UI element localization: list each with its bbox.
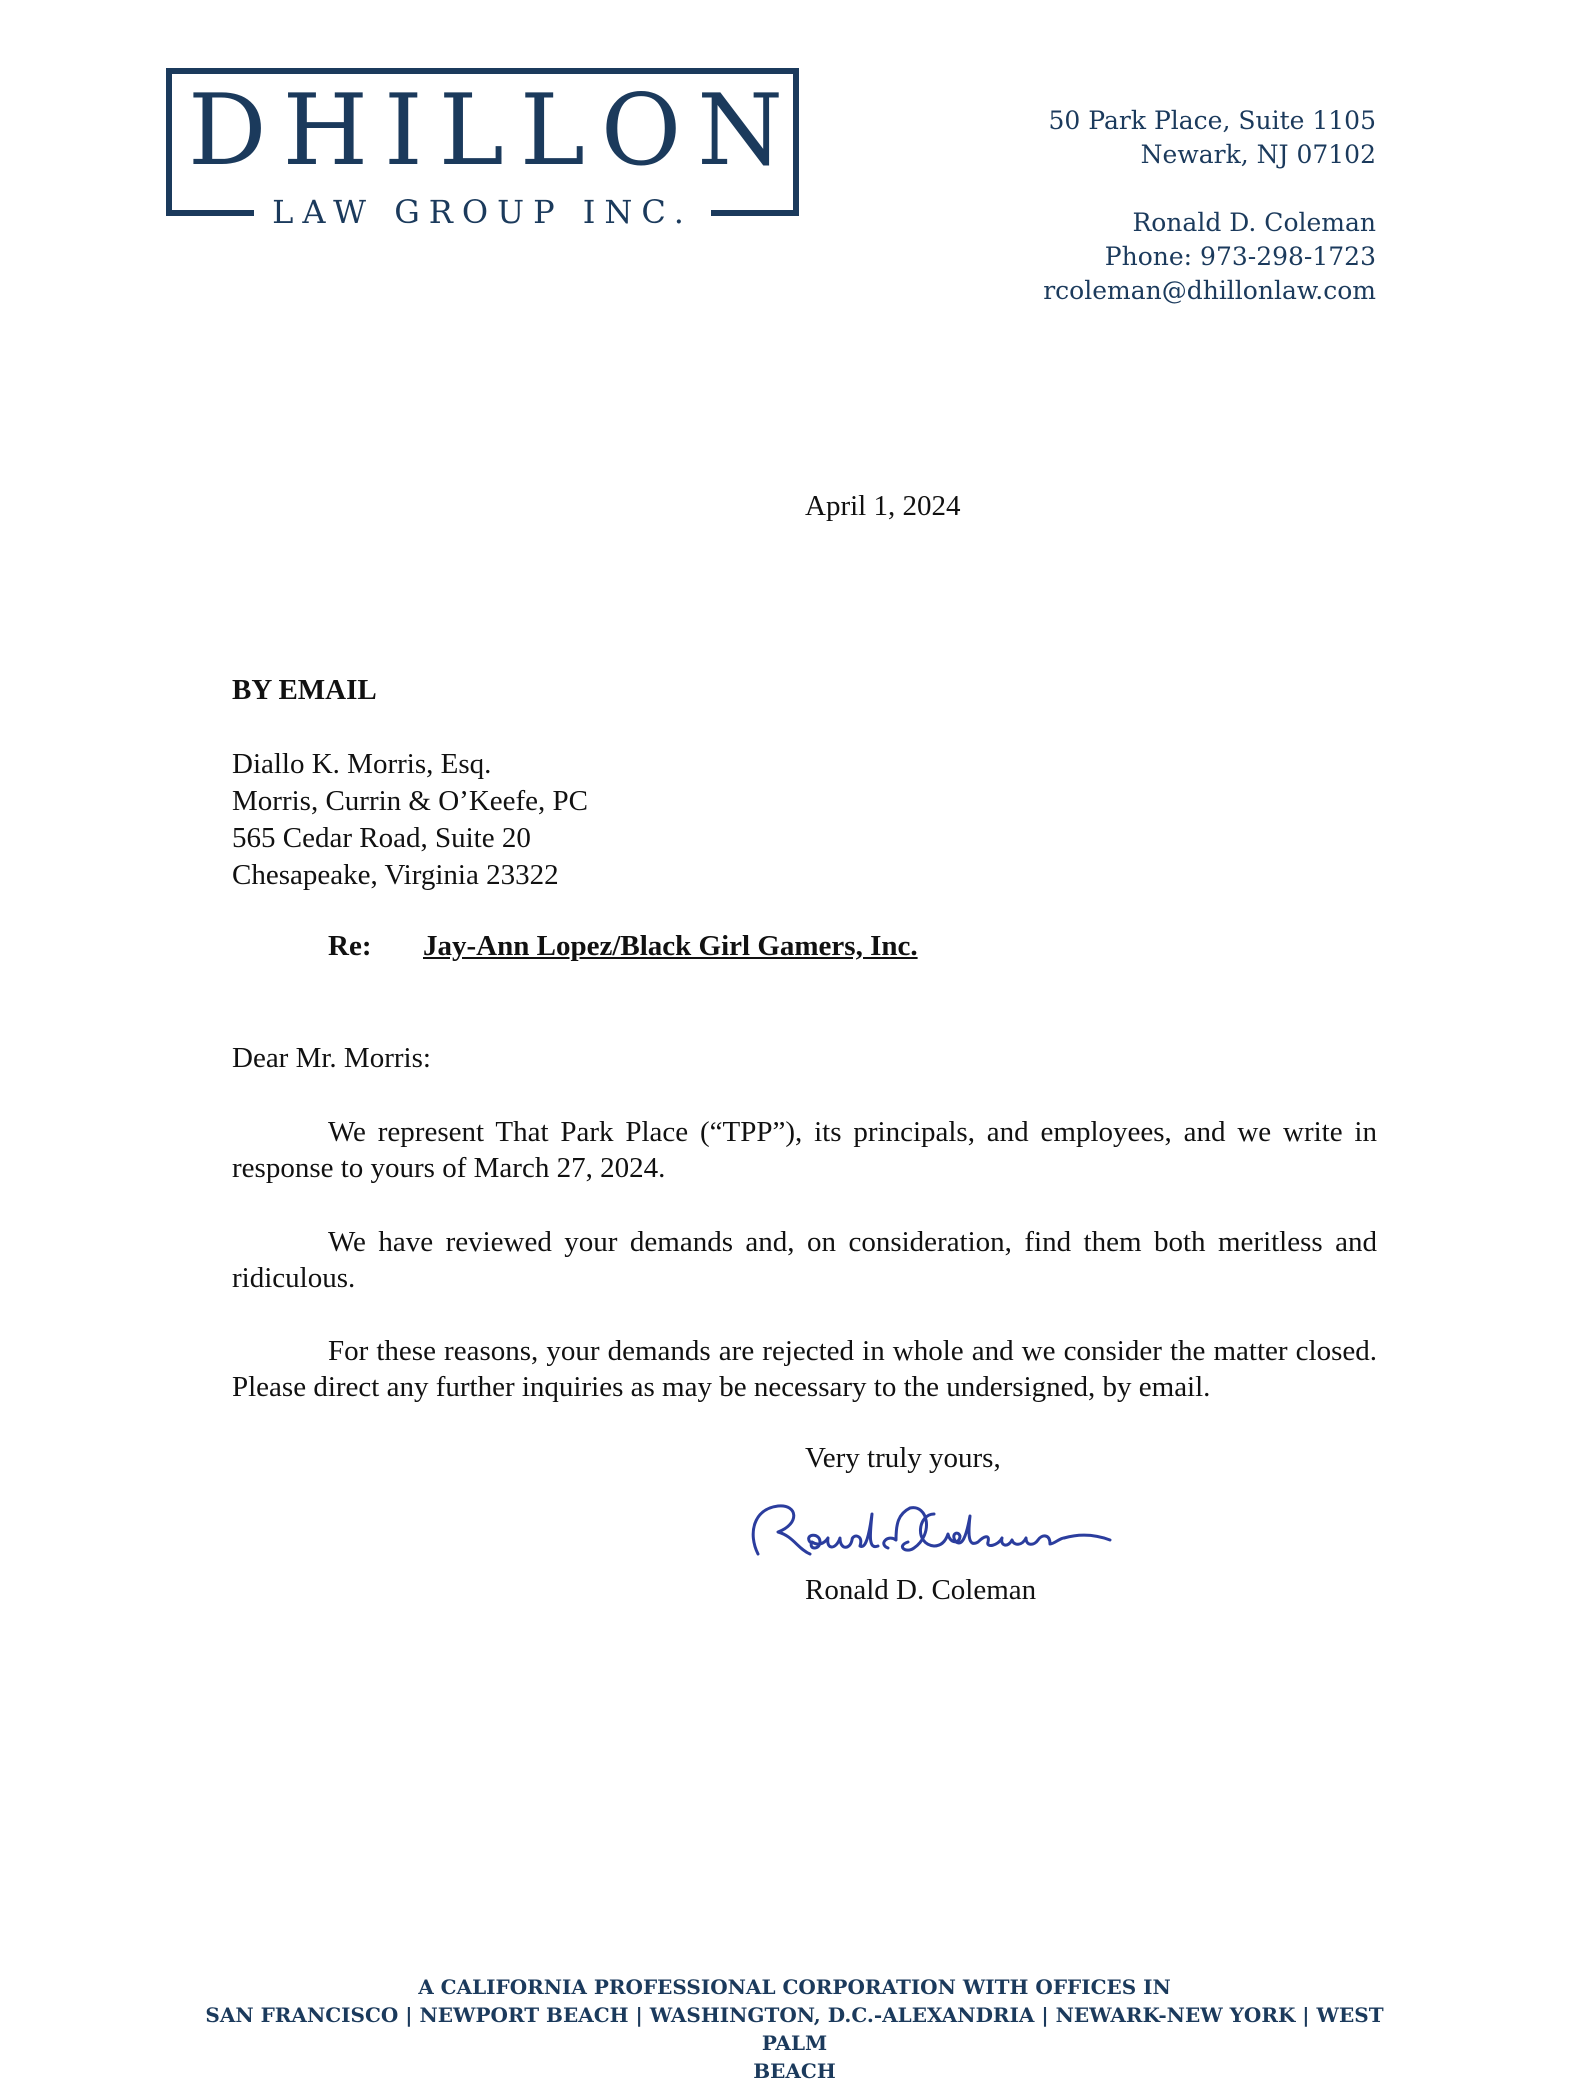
letterhead-contact (1043, 104, 1376, 308)
letter-date: April 1, 2024 (805, 490, 961, 522)
logo-subtitle-wrap (166, 188, 799, 236)
delivery-method: BY EMAIL (232, 674, 377, 706)
recipient-line: Diallo K. Morris, Esq. (232, 748, 492, 780)
footer-line: BEACH (753, 2059, 836, 2083)
contact-name: Ronald D. Coleman (1132, 208, 1376, 237)
address-line-1: 50 Park Place, Suite 1105 (1048, 106, 1376, 135)
salutation: Dear Mr. Morris: (232, 1042, 431, 1074)
closing: Very truly yours, (805, 1442, 1001, 1474)
re-label: Re: (328, 930, 372, 962)
handwritten-signature (738, 1494, 1118, 1574)
footer-line: SAN FRANCISCO | NEWPORT BEACH | WASHINGTON, D.C.-ALEXANDRIA | NEWARK-NEW YORK | WEST PALM (205, 2003, 1384, 2055)
body-paragraph: We have reviewed your demands and, on consideration, find them both meritless and ridiculous. (232, 1226, 1377, 1294)
spacer (1043, 172, 1376, 206)
re-subject: Jay-Ann Lopez/Black Girl Gamers, Inc. (423, 930, 918, 962)
footer-line: A CALIFORNIA PROFESSIONAL CORPORATION WITH OFFICES IN (418, 1975, 1171, 1999)
body-paragraph: For these reasons, your demands are rejected in whole and we consider the matter closed. Please direct any further inquiries as may be necessary to the undersigned, by email. (232, 1335, 1377, 1403)
footer (200, 1973, 1389, 2085)
contact-phone: Phone: 973-298-1723 (1104, 242, 1376, 271)
recipient-line: 565 Cedar Road, Suite 20 (232, 822, 531, 854)
logo-subtitle: LAW GROUP INC. (254, 188, 711, 236)
logo-name: DHILLON (188, 74, 799, 188)
recipient-address (232, 746, 588, 894)
body-paragraph: We represent That Park Place (“TPP”), its principals, and employees, and we write in response to yours of March 27, 2024. (232, 1116, 1377, 1184)
recipient-line: Chesapeake, Virginia 23322 (232, 859, 559, 891)
recipient-line: Morris, Currin & O’Keefe, PC (232, 785, 589, 817)
contact-email: rcoleman@dhillonlaw.com (1043, 276, 1376, 305)
signer-name: Ronald D. Coleman (805, 1574, 1037, 1606)
address-line-2: Newark, NJ 07102 (1140, 140, 1376, 169)
